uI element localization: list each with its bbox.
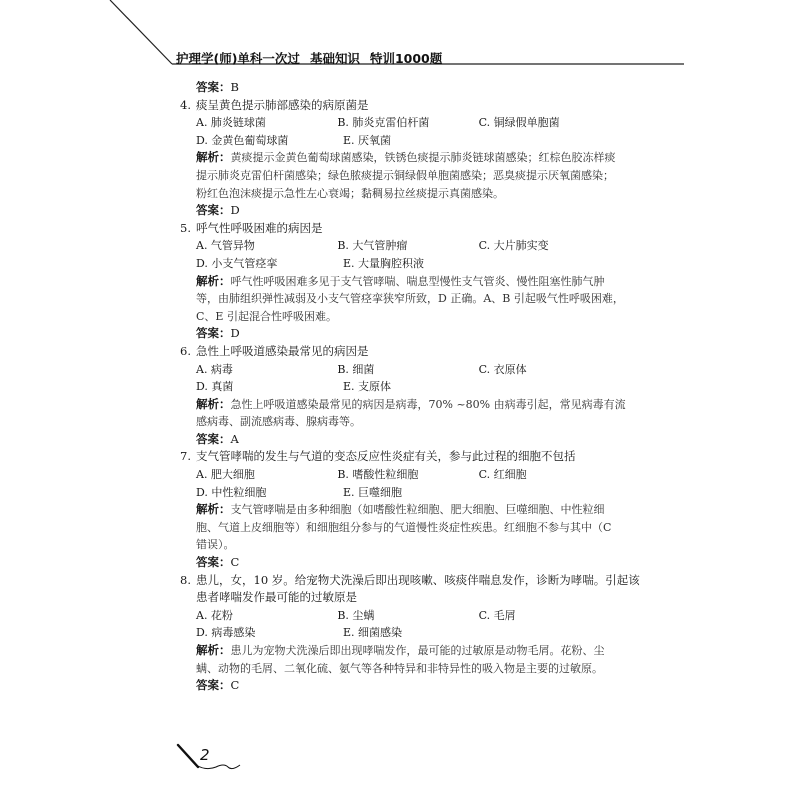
question-stem [180, 97, 620, 115]
answer-option: C. 红细胞 [478, 468, 527, 482]
answer-line [180, 202, 620, 220]
header-rule-graphic [0, 0, 800, 90]
question-stem [180, 343, 620, 361]
answer-label: 答案： [196, 80, 231, 94]
header-section: 基础知识 [309, 51, 360, 66]
option-row [180, 624, 620, 642]
answer-option: E. 厌氧菌 [343, 133, 392, 147]
option-row [180, 378, 620, 396]
answer-option: A. 花粉 [196, 608, 233, 622]
answer-option: B. 细菌 [337, 362, 375, 376]
question-stem [180, 448, 620, 466]
answer-label: 答案： [196, 555, 231, 570]
question-number: 8. [180, 572, 191, 587]
question-text: 痰呈黄色提示肺部感染的病原菌是 [196, 97, 369, 112]
answer-option: D. 病毒感染 [196, 626, 256, 640]
answer-option: B. 嗜酸性粒细胞 [337, 468, 419, 482]
answer-value: A [230, 431, 239, 446]
option-row [180, 132, 620, 150]
header-series: 特训1000题 [369, 51, 443, 66]
explanation-text: 胞、气道上皮细胞等）和细胞组分参与的气道慢性炎症性疾患。红细胞不参与其中（C [196, 520, 612, 534]
answer-option: E. 细菌感染 [343, 626, 403, 640]
option-row [180, 466, 620, 484]
option-row [180, 361, 620, 379]
explanation-text: 粉红色泡沫痰提示急性左心衰竭；黏稠易拉丝痰提示真菌感染。 [196, 186, 504, 200]
question-stem [180, 220, 620, 238]
explanation-line [180, 167, 620, 185]
explanation-line [180, 290, 624, 308]
option-row [180, 114, 620, 132]
answer-line [180, 677, 620, 695]
explanation-line [180, 519, 620, 537]
answer-option: E. 支原体 [343, 380, 392, 394]
answer-value: C [230, 555, 240, 570]
answer-option: D. 中性粒细胞 [196, 485, 267, 499]
answer-option: C. 衣原体 [478, 362, 527, 376]
explanation-text: 急性上呼吸道感染最常见的病因是病毒，70% ~80% 由病毒引起，常见病毒有流 [230, 397, 626, 411]
answer-option: B. 肺炎克雷伯杆菌 [337, 116, 430, 130]
answer-value: C [230, 678, 240, 693]
question-text: 急性上呼吸道感染最常见的病因是 [196, 343, 369, 358]
explanation-text: 患儿为宠物犬洗澡后即出现哮喘发作，最可能的过敏原是动物毛屑。花粉、尘 [230, 644, 605, 657]
answer-value: D [230, 203, 240, 218]
option-row [180, 255, 620, 273]
question-text: 患儿，女，10 岁。给宠物犬洗澡后即出现咳嗽、咳痰伴喘息发作，诊断为哮喘。引起该 [196, 572, 640, 587]
explanation-line [180, 660, 620, 678]
explanation-line [180, 396, 626, 414]
explanation-line [180, 308, 620, 326]
question-number: 7. [180, 449, 191, 464]
answer-value: D [230, 326, 240, 341]
answer-label: 答案： [196, 431, 231, 446]
explanation-line [180, 185, 620, 203]
answer-option: D. 金黄色葡萄球菌 [196, 133, 289, 147]
answer-line [180, 79, 620, 97]
pen-flourish-icon [176, 743, 246, 773]
explanation-line [180, 273, 620, 291]
explanation-label: 解析： [196, 643, 231, 657]
explanation-text: 错误）。 [196, 538, 235, 552]
answer-label: 答案： [196, 203, 231, 218]
answer-line [180, 325, 620, 343]
question-stem [180, 572, 640, 590]
explanation-line [180, 501, 620, 519]
explanation-line [180, 536, 620, 554]
option-row [180, 237, 620, 255]
question-number: 4. [180, 97, 191, 112]
explanation-text: 提示肺炎克雷伯杆菌感染；绿色脓痰提示铜绿假单胞菌感染；恶臭痰提示厌氧菌感染； [196, 168, 614, 182]
explanation-label: 解析： [196, 502, 231, 517]
explanation-text: C、E 引起混合性呼吸困难。 [196, 309, 337, 323]
answer-option: C. 大片肺实变 [478, 239, 549, 253]
answer-value: B [230, 80, 239, 94]
answer-label: 答案： [196, 326, 231, 341]
answer-option: A. 肺炎链球菌 [196, 116, 266, 130]
explanation-text: 感病毒、副流感病毒、腺病毒等。 [196, 415, 361, 429]
answer-option: E. 大量胸腔积液 [343, 256, 425, 270]
answer-option: A. 气管异物 [196, 239, 255, 253]
explanation-label: 解析： [196, 150, 231, 165]
answer-option: B. 尘螨 [337, 608, 375, 622]
question-text: 支气管哮喘的发生与气道的变态反应性炎症有关，参与此过程的细胞不包括 [196, 449, 576, 464]
explanation-label: 解析： [196, 273, 231, 288]
explanation-label: 解析： [196, 396, 231, 411]
explanation-text: 支气管哮喘是由多种细胞（如嗜酸性粒细胞、肥大细胞、巨噬细胞、中性粒细 [230, 503, 605, 517]
explanation-line [180, 149, 620, 167]
answer-option: A. 肥大细胞 [196, 468, 255, 482]
answer-label: 答案： [196, 678, 231, 693]
header-book-title: 护理学(师)单科一次过 [176, 51, 300, 66]
answer-option: D. 真菌 [196, 380, 234, 394]
answer-option: D. 小支气管痉挛 [196, 256, 278, 270]
explanation-text: 螨、动物的毛屑、二氧化硫、氨气等各种特异和非特异性的吸入物是主要的过敏原。 [196, 661, 603, 675]
explanation-text: 等，由肺组织弹性减弱及小支气管痉挛狭窄所致，D 正确。A、B 引起吸气性呼吸困难， [196, 292, 624, 306]
answer-option: A. 病毒 [196, 362, 233, 376]
answer-line [180, 554, 620, 572]
explanation-text: 呼气性呼吸困难多见于支气管哮喘、喘息型慢性支气管炎、慢性阻塞性肺气肿 [230, 274, 605, 288]
question-text: 呼气性呼吸困难的病因是 [196, 220, 323, 235]
option-row [180, 607, 620, 625]
question-number: 5. [180, 220, 191, 235]
explanation-text: 黄痰提示金黄色葡萄球菌感染，铁锈色痰提示肺炎链球菌感染；红棕色胶冻样痰 [230, 151, 616, 165]
answer-option: E. 巨噬细胞 [343, 485, 403, 499]
question-stem [180, 589, 620, 607]
question-number: 6. [180, 343, 191, 358]
running-header [176, 49, 442, 67]
question-content [180, 79, 640, 695]
answer-option: B. 大气管肿瘤 [337, 239, 408, 253]
answer-line [180, 431, 620, 449]
answer-option: C. 毛屑 [478, 608, 516, 622]
page-number: 2 [200, 746, 210, 764]
explanation-line [180, 642, 620, 660]
option-row [180, 484, 620, 502]
question-text: 患者哮喘发作最可能的过敏原是 [196, 590, 357, 605]
answer-option: C. 铜绿假单胞菌 [478, 116, 560, 130]
explanation-line [180, 413, 620, 431]
